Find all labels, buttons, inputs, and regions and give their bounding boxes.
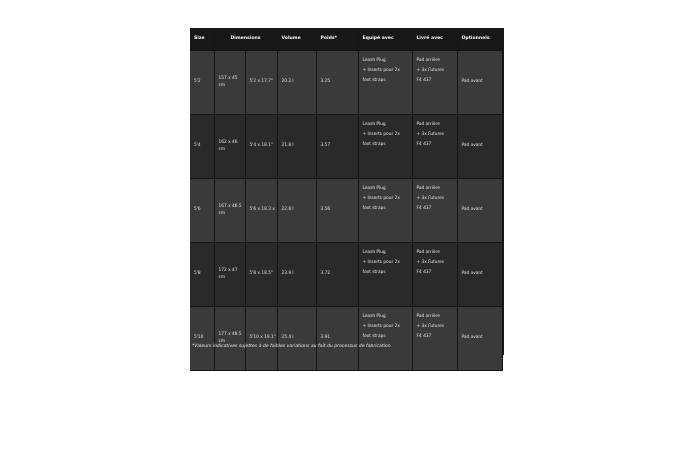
equipped-line: foot straps [362, 142, 386, 148]
equipped-line: Leash Plug [362, 58, 386, 63]
cell-size: 5'4 [190, 115, 214, 179]
cell-dimensions-inch: 5'2 x 17.7" [245, 51, 277, 115]
cell-equipped [358, 115, 412, 179]
cell-delivered [412, 51, 457, 115]
table-row [190, 115, 502, 179]
cell-optional: Pad avant [457, 179, 502, 243]
cell-delivered [412, 243, 457, 307]
equipped-line: + Inserts pour 2x [362, 196, 400, 202]
header-delivered: Livré avec [412, 28, 457, 51]
delivered-line: F4 437 [416, 334, 432, 340]
cell-delivered [412, 115, 457, 179]
cell-weight: 3.91 [316, 307, 358, 371]
cell-dimensions-inch: 5'10 x 19.1" [245, 307, 277, 371]
cell-dimensions-cm: 177 x 48.5 cm [214, 307, 245, 371]
cell-equipped [358, 51, 412, 115]
cell-equipped [358, 243, 412, 307]
cell-size: 5'10 [190, 307, 214, 371]
equipped-line: Leash Plug [362, 122, 386, 127]
delivered-line: + 3x Futures [416, 196, 445, 202]
table-row [190, 179, 502, 243]
cell-size: 5'6 [190, 179, 214, 243]
cell-dimensions-inch: 5'8 x 18.5" [245, 243, 277, 307]
cell-volume: 22.8 l [277, 179, 316, 243]
cell-dimensions-cm: 157 x 45 cm [214, 51, 245, 115]
cell-optional: Pad avant [457, 307, 502, 371]
cell-size: 5'2 [190, 51, 214, 115]
delivered-line: Pad arrière [416, 314, 440, 319]
cell-volume: 25.4 l [277, 307, 316, 371]
delivered-line: F4 437 [416, 270, 432, 276]
cell-delivered [412, 179, 457, 243]
equipped-line: foot straps [362, 334, 386, 340]
equipped-line: Leash Plug [362, 186, 386, 191]
delivered-line: F4 437 [416, 142, 432, 148]
equipped-line: + Inserts pour 2x [362, 68, 400, 74]
spec-table [190, 28, 503, 371]
table-header-row [190, 28, 502, 51]
cell-weight: 3.56 [316, 179, 358, 243]
cell-weight: 3.72 [316, 243, 358, 307]
delivered-line: Pad arrière [416, 186, 440, 191]
cell-optional: Pad avant [457, 115, 502, 179]
equipped-line: foot straps [362, 206, 386, 212]
header-dimensions: Dimensions [214, 28, 277, 51]
delivered-line: + 3x Futures [416, 324, 445, 330]
cell-volume: 20.2 l [277, 51, 316, 115]
equipped-line: foot straps [362, 78, 386, 84]
cell-dimensions-cm: 172 x 47 cm [214, 243, 245, 307]
cell-weight: 3.25 [316, 51, 358, 115]
cell-optional: Pad avant [457, 243, 502, 307]
header-size: Size [190, 28, 214, 51]
equipped-line: Leash Plug [362, 250, 386, 255]
equipped-line: foot straps [362, 270, 386, 276]
cell-dimensions-inch: 5'6 x 18.3 x [245, 179, 277, 243]
table-row [190, 243, 502, 307]
cell-size: 5'8 [190, 243, 214, 307]
cell-equipped [358, 307, 412, 371]
footnote: *Valeurs indicatives sujettes à de faibles variations au fait du processus de fabrication [192, 344, 391, 349]
delivered-line: F4 437 [416, 206, 432, 212]
delivered-line: F4 437 [416, 78, 432, 84]
delivered-line: Pad arrière [416, 122, 440, 127]
cell-volume: 21.8 l [277, 115, 316, 179]
delivered-line: + 3x Futures [416, 132, 445, 138]
cell-equipped [358, 179, 412, 243]
delivered-line: + 3x Futures [416, 260, 445, 266]
cell-optional: Pad avant [457, 51, 502, 115]
cell-volume: 23.9 l [277, 243, 316, 307]
delivered-line: Pad arrière [416, 250, 440, 255]
delivered-line: Pad arrière [416, 58, 440, 63]
equipped-line: + Inserts pour 2x [362, 324, 400, 330]
table-row [190, 307, 502, 371]
cell-dimensions-cm: 167 x 46.5 cm [214, 179, 245, 243]
header-weight: Poids* [316, 28, 358, 51]
equipped-line: + Inserts pour 2x [362, 260, 400, 266]
cell-weight: 3.57 [316, 115, 358, 179]
cell-delivered [412, 307, 457, 371]
delivered-line: + 3x Futures [416, 68, 445, 74]
cell-dimensions-cm: 162 x 46 cm [214, 115, 245, 179]
header-equipped: Equipé avec [358, 28, 412, 51]
header-optional: Optionnels [457, 28, 502, 51]
cell-dimensions-inch: 5'4 x 18.1" [245, 115, 277, 179]
table-row [190, 51, 502, 115]
spec-table-container [190, 28, 504, 355]
equipped-line: Leash Plug [362, 314, 386, 319]
header-volume: Volume [277, 28, 316, 51]
equipped-line: + Inserts pour 2x [362, 132, 400, 138]
